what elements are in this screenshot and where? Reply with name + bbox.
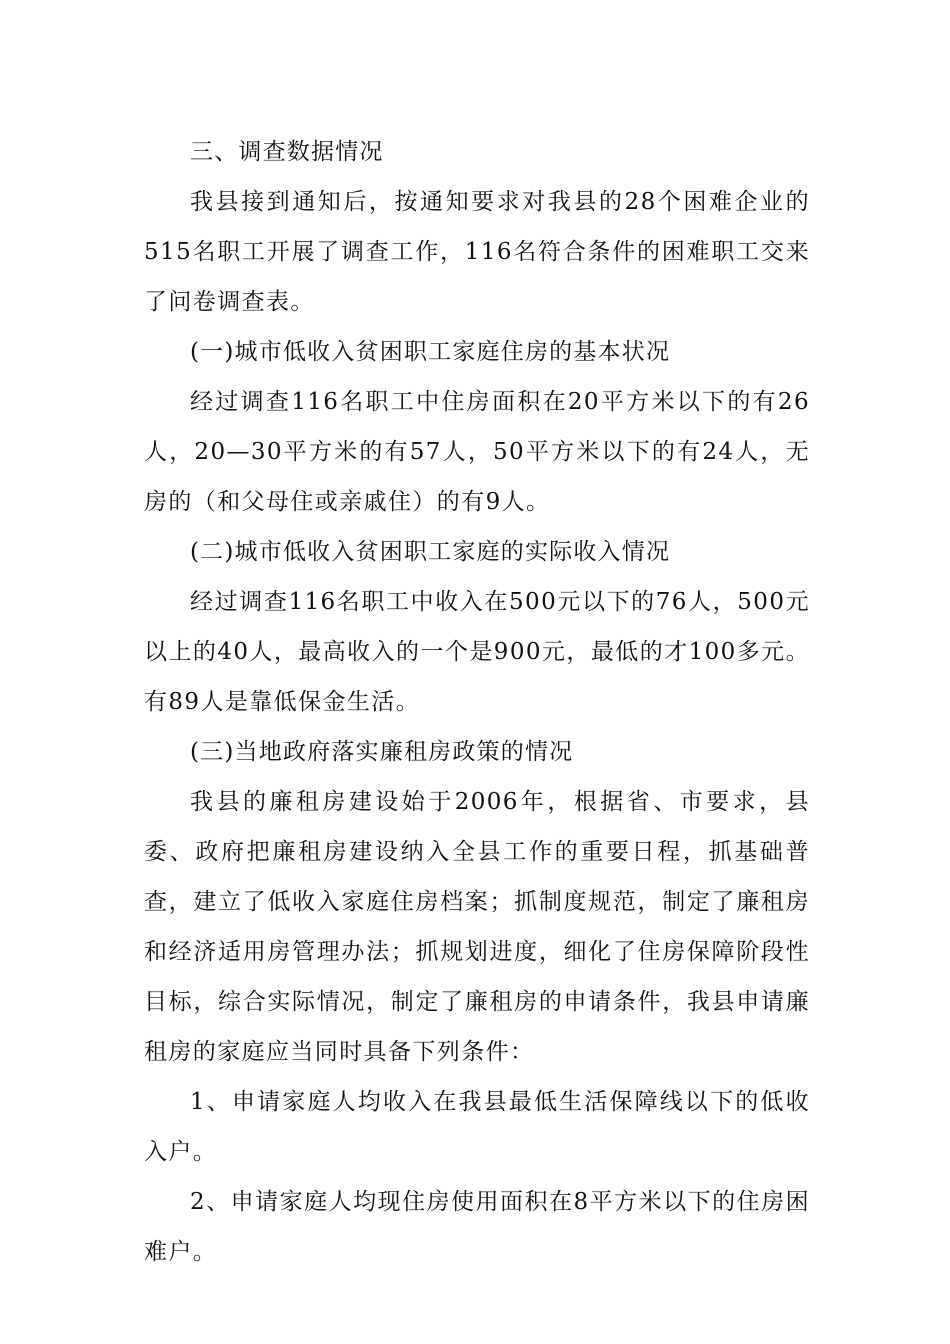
section-heading-survey-data: 三、调查数据情况 — [190, 139, 384, 165]
subheading-income-status: (二)城市低收入贫困职工家庭的实际收入情况 — [190, 539, 671, 565]
subheading-housing-status: (一)城市低收入贫困职工家庭住房的基本状况 — [190, 339, 671, 365]
paragraph-housing-status: 经过调查116名职工中住房面积在20平方米以下的有26人，20—30平方米的有57人，50平方米以下的有24人，无房的（和父母住或亲戚住）的有9人。 — [144, 389, 810, 515]
paragraph-income-status: 经过调查116名职工中收入在500元以下的76人，500元以上的40人，最高收入的一个是900元，最低的才100多元。有89人是靠低保金生活。 — [144, 589, 810, 715]
list-item-condition-2: 2、申请家庭人均现住房使用面积在8平方米以下的住房困难户。 — [144, 1189, 810, 1265]
list-item-condition-1: 1、申请家庭人均收入在我县最低生活保障线以下的低收入户。 — [144, 1089, 810, 1165]
paragraph-low-rent-policy: 我县的廉租房建设始于2006年，根据省、市要求，县委、政府把廉租房建设纳入全县工作的重要日程，抓基础普查，建立了低收入家庭住房档案；抓制度规范，制定了廉租房和经济适用房管理办法；抓规划进度，细化了住房保障阶段性目标，综合实际情况，制定了廉租房的申请条件，我县申请廉租房的家庭应当同时具备下列条件： — [144, 789, 810, 1065]
subheading-low-rent-policy: (三)当地政府落实廉租房政策的情况 — [190, 739, 574, 765]
paragraph-survey-overview: 我县接到通知后，按通知要求对我县的28个困难企业的515名职工开展了调查工作，116名符合条件的困难职工交来了问卷调查表。 — [144, 189, 810, 315]
document-body — [144, 127, 810, 1277]
